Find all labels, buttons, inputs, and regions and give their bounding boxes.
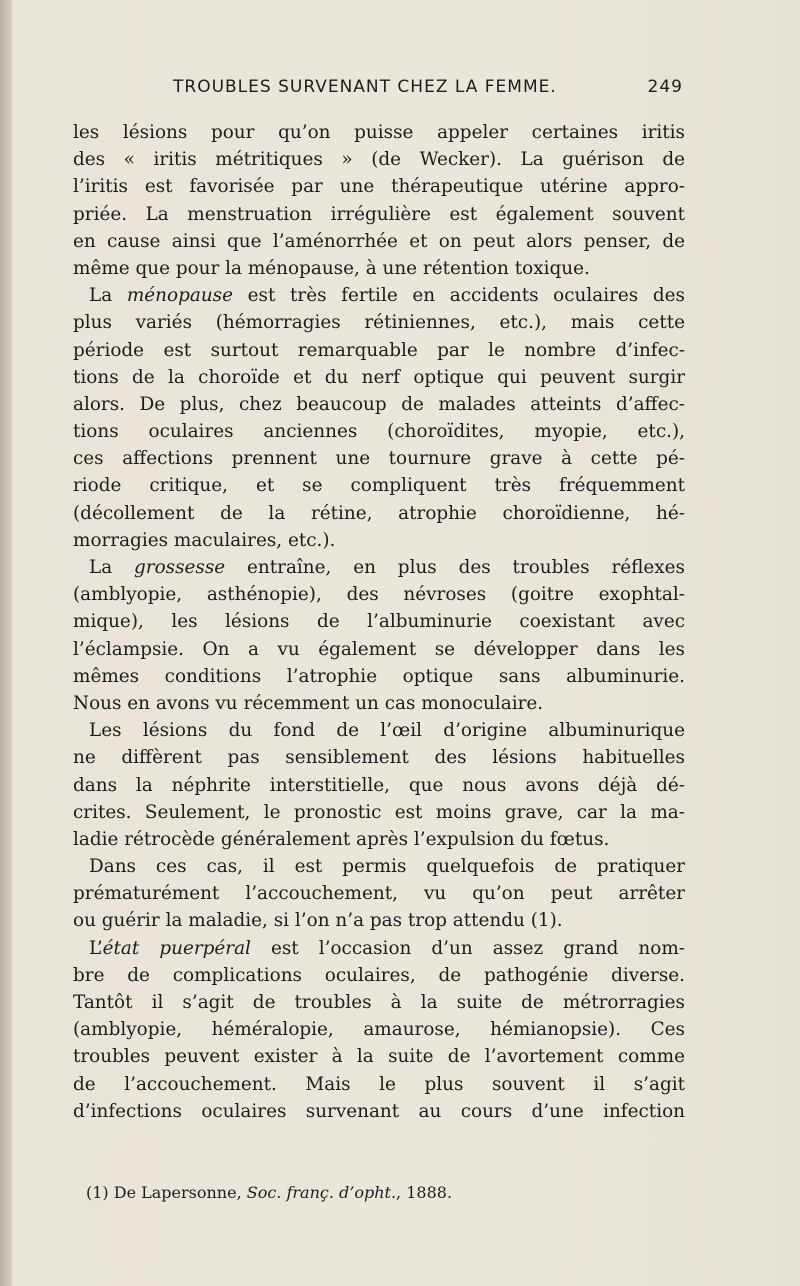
text-line: ces affections prennent une tournure grave à cette pé- [73, 448, 685, 470]
paragraph-first-line [73, 282, 685, 309]
text-line: troubles peuvent exister à la suite de l’avortement comme [73, 1046, 685, 1068]
text-line: l’éclampsie. On a vu également se développer dans les [73, 638, 685, 660]
paragraph-first-line: Les lésions du fond de l’œil d’origine albuminurique [89, 720, 685, 742]
text-line: mique), les lésions de l’albuminurie coexistant avec [73, 611, 685, 633]
text-line: priée. La menstruation irrégulière est également souvent [73, 203, 685, 225]
text-line: d’infections oculaires survenant au cours d’une infection [73, 1100, 685, 1122]
body-text [73, 119, 685, 1125]
running-header [73, 77, 683, 103]
text-run: L’ [89, 937, 103, 959]
text-run: est très fertile en accidents oculaires des [233, 285, 685, 307]
page-binding-shadow [0, 0, 12, 1286]
text-line: (amblyopie, asthénopie), des névroses (goitre exophtal- [73, 584, 685, 606]
text-line: ne diffèrent pas sensiblement des lésions habituelles [73, 747, 685, 769]
text-run: entraîne, en plus des troubles réflexes [225, 557, 685, 578]
text-line: tions oculaires anciennes (choroïdites, myopie, etc.), [73, 421, 685, 443]
text-line: de l’accouchement. Mais le plus souvent il s’agit [73, 1073, 685, 1095]
text-line: Nous en avons vu récemment un cas monoculaire. [73, 692, 544, 714]
text-line: Tantôt il s’agit de troubles à la suite de métrorragies [73, 992, 685, 1013]
text-line: (amblyopie, héméralopie, amaurose, hémianopsie). Ces [73, 1019, 685, 1041]
paragraph-first-line [73, 554, 685, 581]
text-line: riode critique, et se compliquent très fréquemment [73, 475, 685, 497]
text-line: alors. De plus, chez beaucoup de malades atteints d’affec- [73, 393, 685, 415]
text-line: en cause ainsi que l’aménorrhée et on peut alors penser, de [73, 230, 685, 252]
text-line: ou guérir la maladie, si l’on n’a pas trop attendu (1). [73, 910, 563, 932]
footnote-year: , 1888. [396, 1183, 453, 1202]
text-line: des « iritis métritiques » (de Wecker). La guérison de [73, 149, 685, 171]
text-line: crites. Seulement, le pronostic est moins grave, car la ma- [73, 801, 685, 823]
text-line: dans la néphrite interstitielle, que nous avons déjà dé- [73, 774, 685, 796]
text-line: bre de complications oculaires, de pathogénie diverse. [73, 964, 685, 986]
text-line: prématurément l’accouchement, vu qu’on peut arrêter [73, 883, 685, 905]
text-run: est l’occasion d’un assez grand nom- [250, 937, 685, 959]
footnote-marker: (1) De Lapersonne, [86, 1183, 247, 1202]
text-line: mêmes conditions l’atrophie optique sans albuminurie. [73, 665, 685, 687]
text-line: plus variés (hémorragies rétiniennes, etc.), mais cette [73, 312, 685, 334]
page-number: 249 [647, 77, 683, 97]
italic-term: état puerpéral [102, 937, 251, 959]
text-line: période est surtout remarquable par le nombre d’infec- [73, 339, 685, 361]
text-line: l’iritis est favorisée par une thérapeutique utérine appro- [73, 176, 685, 198]
text-line: même que pour la ménopause, à une rétention toxique. [73, 257, 590, 279]
italic-term: grossesse [134, 557, 226, 578]
paragraph-first-line: Dans ces cas, il est permis quelquefois de pratiquer [89, 856, 685, 878]
text-line: morragies maculaires, etc.). [73, 529, 336, 551]
text-run: La [89, 285, 127, 307]
text-line: (décollement de la rétine, atrophie choroïdienne, hé- [73, 502, 685, 524]
text-line: ladie rétrocède généralement après l’expulsion du fœtus. [73, 828, 610, 850]
paragraph-first-line [73, 935, 685, 962]
text-line: les lésions pour qu’on puisse appeler certaines iritis [73, 122, 685, 143]
footnote-journal: Soc. franç. d’opht. [246, 1183, 397, 1202]
running-title: TROUBLES SURVENANT CHEZ LA FEMME. [173, 77, 557, 97]
footnote [86, 1183, 686, 1202]
italic-term: ménopause [126, 285, 233, 307]
text-run: La [89, 557, 135, 578]
text-line: tions de la choroïde et du nerf optique qui peuvent surgir [73, 366, 685, 388]
